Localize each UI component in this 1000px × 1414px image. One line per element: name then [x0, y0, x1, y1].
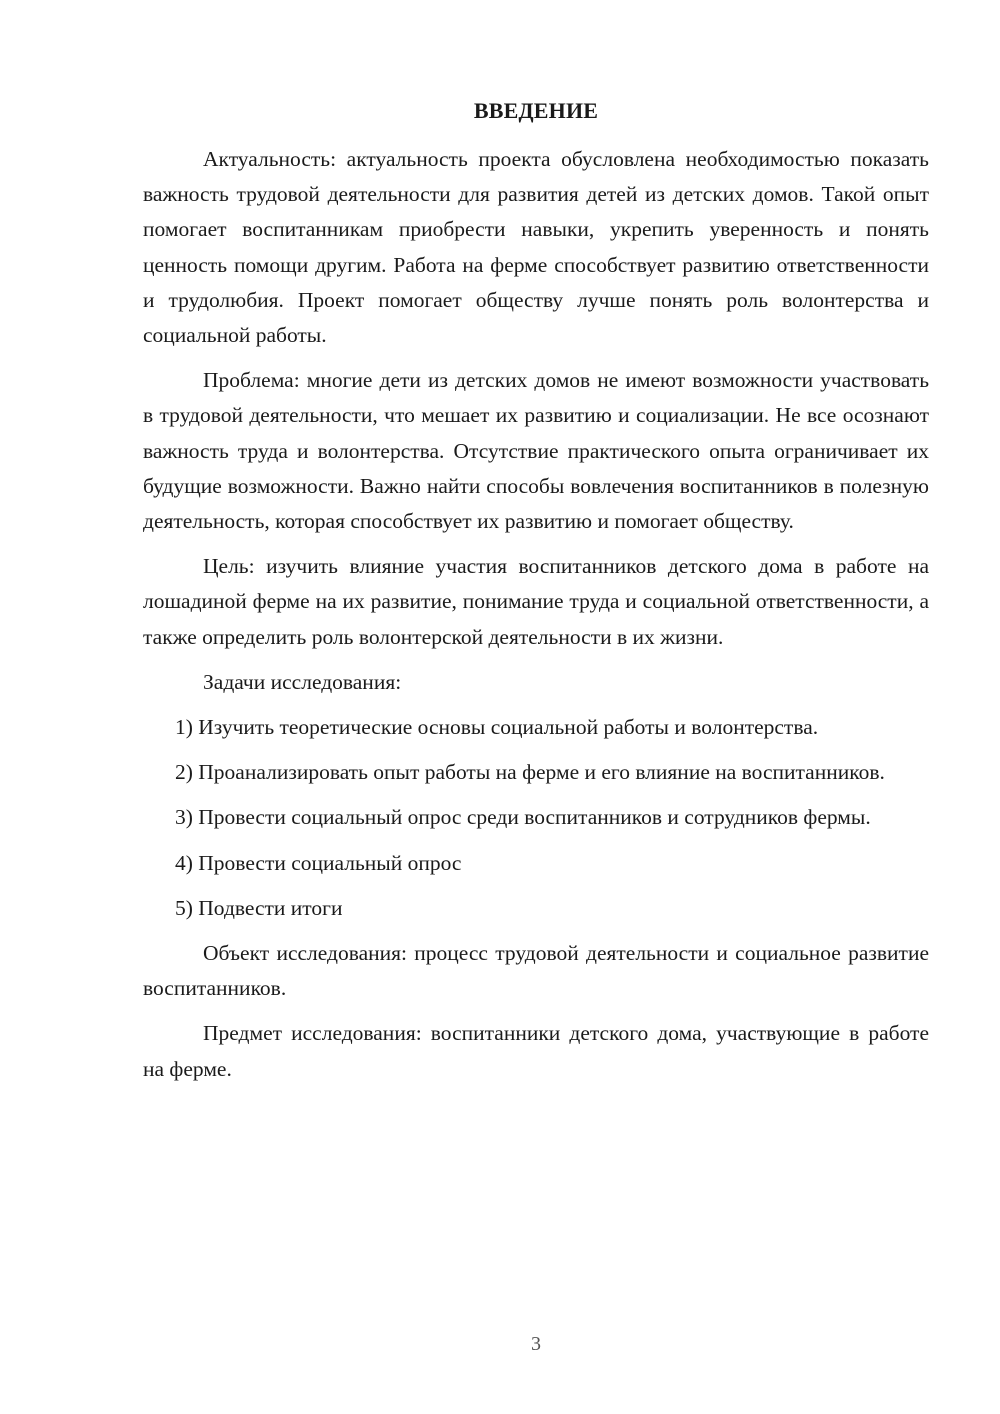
task-item: 5) Подвести итоги — [175, 895, 343, 920]
task-item: 3) Провести социальный опрос среди воспитанников и сотрудников фермы. — [175, 805, 871, 830]
subject-paragraph: Предмет исследования: воспитанники детского дома, участвующие в работе на ферме. — [143, 1021, 929, 1081]
document-title: ВВЕДЕНИЕ — [473, 98, 599, 123]
tasks-list — [143, 710, 929, 926]
relevance-paragraph: Актуальность: актуальность проекта обусловлена необходимостью показать важность трудовой деятельности для развития детей из детских домов. Такой опыт помогает воспитанникам приобрести навыки, укрепить уверенность и понять ценность помощи другим. Работа на ферме способствует развитию ответственности и трудолюбия. Проект помогает обществу лучше понять роль волонтерства и социальной работы. — [143, 147, 929, 348]
task-item: 4) Провести социальный опрос — [175, 850, 462, 875]
task-item: 1) Изучить теоретические основы социальной работы и волонтерства. — [175, 715, 819, 740]
page-number: 3 — [531, 1333, 541, 1355]
problem-paragraph: Проблема: многие дети из детских домов не имеют возможности участвовать в трудовой деятельности, что мешает их развитию и социализации. Не все осознают важность труда и волонтерства. Отсутствие практического опыта ограничивает их будущие возможности. Важно найти способы вовлечения воспитанников в полезную деятельность, которая способствует их развитию и помогает обществу. — [143, 368, 929, 534]
task-item: 2) Проанализировать опыт работы на ферме и его влияние на воспитанников. — [175, 760, 885, 785]
object-paragraph: Объект исследования: процесс трудовой деятельности и социальное развитие воспитанников. — [143, 941, 929, 1001]
goal-paragraph: Цель: изучить влияние участия воспитанников детского дома в работе на лошадиной ферме на их развитие, понимание труда и социальной ответственности, а также определить роль волонтерской деятельности в их жизни. — [143, 554, 929, 649]
tasks-heading: Задачи исследования: — [203, 669, 402, 694]
document-page — [143, 93, 929, 1097]
